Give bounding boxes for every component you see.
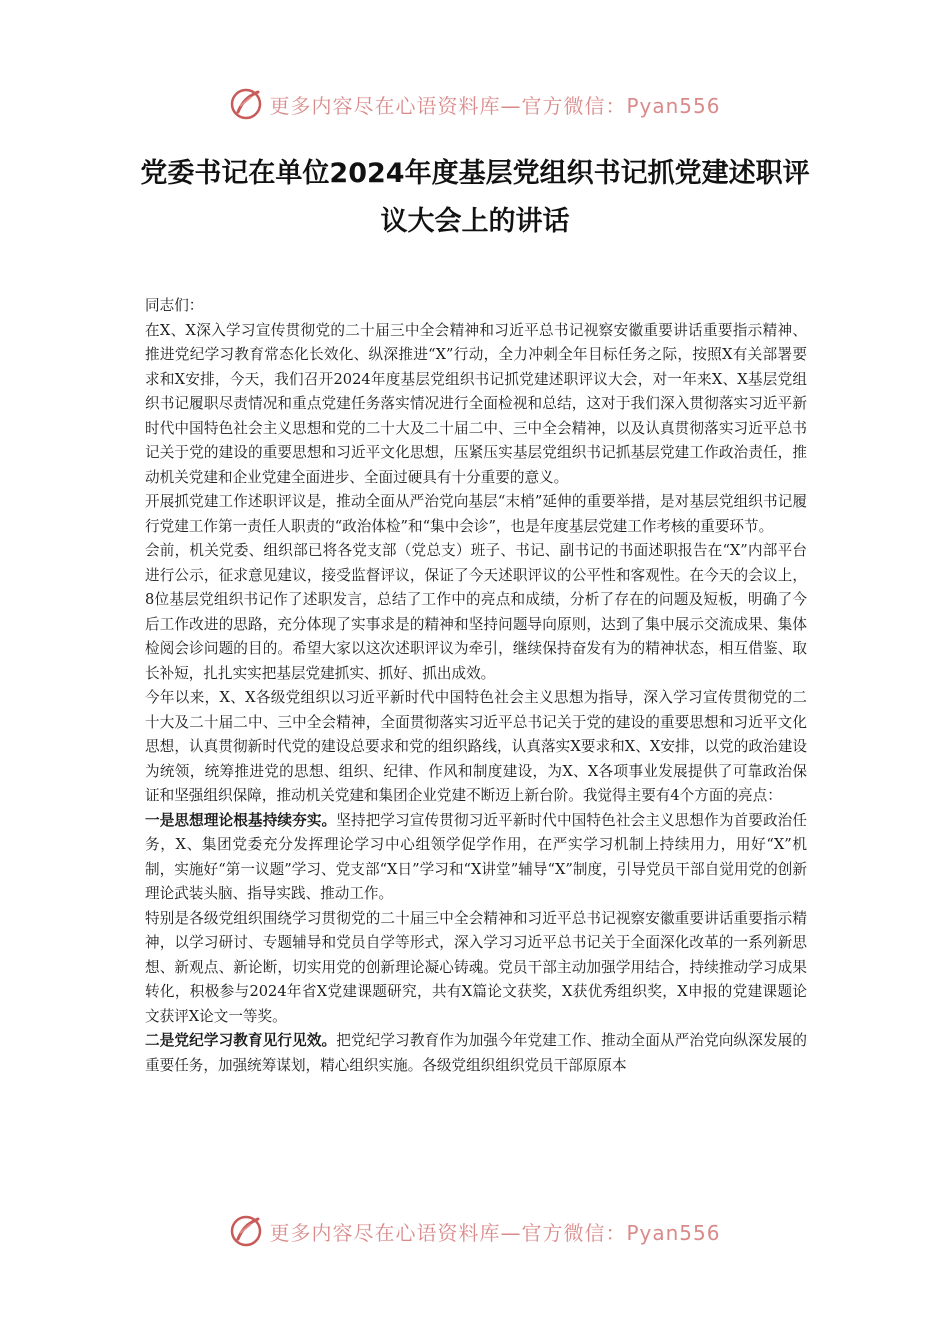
watermark-text: 更多内容尽在心语资料库—官方微信：Pyan556 (269, 1220, 721, 1245)
salutation: 同志们： (145, 297, 204, 314)
paragraph: 特别是各级党组织围绕学习贯彻党的二十届三中全会精神和习近平总书记视察安徽重要讲话重要指示精神，以学习研讨、专题辅导和党员自学等形式，深入学习习近平总书记关于全面深化改革的一系列新思想、新观点、新论断，切实用党的创新理论凝心铸魂。党员干部主动加强学用结合，持续推动学习成果转化，积极参与2024年省X党建课题研究，共有X篇论文获奖，X获优秀组织奖，X申报的党建课题论文获评X论文一等奖。 (145, 909, 807, 1025)
point-text: 把党纪学习教育作为加强今年党建工作、推动全面从严治党向纵深发展的重要任务，加强统筹谋划，精心组织实施。各级党组织组织党员干部原原本 (145, 1032, 807, 1074)
watermark-header (0, 84, 950, 124)
watermark-text: 更多内容尽在心语资料库—官方微信：Pyan556 (269, 93, 721, 118)
watermark-footer (0, 1211, 950, 1251)
paragraph: 开展抓党建工作述职评议是，推动全面从严治党向基层“末梢”延伸的重要举措，是对基层党组织书记履行党建工作第一责任人职责的“政治体检”和“集中会诊”，也是年度基层党建工作考核的重要环节。 (145, 493, 807, 535)
paragraph: 在X、X深入学习宣传贯彻党的二十届三中全会精神和习近平总书记视察安徽重要讲话重要指示精神、推进党纪学习教育常态化长效化、纵深推进“X”行动，全力冲刺全年目标任务之际，按照X有关部署要求和X安排，今天，我们召开2024年度基层党组织书记抓党建述职评议大会，对一年来X、X基层党组织书记履职尽责情况和重点党建任务落实情况进行全面检视和总结，这对于我们深入贯彻落实习近平新时代中国特色社会主义思想和党的二十大及二十届二中、三中全会精神，以及认真贯彻落实习近平总书记关于党的建设的重要思想和习近平文化思想，压紧压实基层党组织书记抓基层党建工作政治责任，推动机关党建和企业党建全面进步、全面过硬具有十分重要的意义。 (145, 321, 807, 486)
point-heading: 一是思想理论根基持续夯实。 (145, 811, 337, 829)
point-heading: 二是党纪学习教育见行见效。 (145, 1032, 337, 1049)
brand-logo-icon (229, 1213, 265, 1249)
paragraph-point-2 (145, 1029, 807, 1078)
document-body (145, 294, 807, 1078)
point-text: 坚持把学习宣传贯彻习近平新时代中国特色社会主义思想作为首要政治任务，X、集团党委充分发挥理论学习中心组领学促学作用，在严实学习机制上持续用力，用好“X”机制，实施好“第一议题”学习、党支部“X日”学习和“X讲堂”辅导“X”制度，引导党员干部自觉用党的创新理论武装头脑、指导实践、推动工作。 (145, 811, 807, 902)
brand-logo-icon (229, 86, 265, 122)
paragraph: 今年以来，X、X各级党组织以习近平新时代中国特色社会主义思想为指导，深入学习宣传贯彻党的二十大及二十届二中、三中全会精神，全面贯彻落实习近平总书记关于党的建设的重要思想和习近平文化思想，认真贯彻新时代党的建设总要求和党的组织路线，认真落实X要求和X、X安排，以党的政治建设为统领，统筹推进党的思想、组织、纪律、作风和制度建设，为X、X各项事业发展提供了可靠政治保证和坚强组织保障，推动机关党建和集团企业党建不断迈上新台阶。我觉得主要有4个方面的亮点： (145, 689, 807, 804)
paragraph-point-1 (145, 809, 807, 907)
paragraph: 会前，机关党委、组织部已将各党支部（党总支）班子、书记、副书记的书面述职报告在“X”内部平台进行公示，征求意见建议，接受监督评议，保证了今天述职评议的公平性和客观性。在今天的会议上，8位基层党组织书记作了述职发言，总结了工作中的亮点和成绩，分析了存在的问题及短板，明确了今后工作改进的思路，充分体现了实事求是的精神和坚持问题导向原则，达到了集中展示交流成果、集体检阅会诊问题的目的。希望大家以这次述职评议为牵引，继续保持奋发有为的精神状态，相互借鉴、取长补短，扎扎实实把基层党建抓实、抓好、抓出成效。 (145, 542, 807, 682)
document-title: 党委书记在单位2024年度基层党组织书记抓党建述职评议大会上的讲话 (140, 158, 810, 237)
